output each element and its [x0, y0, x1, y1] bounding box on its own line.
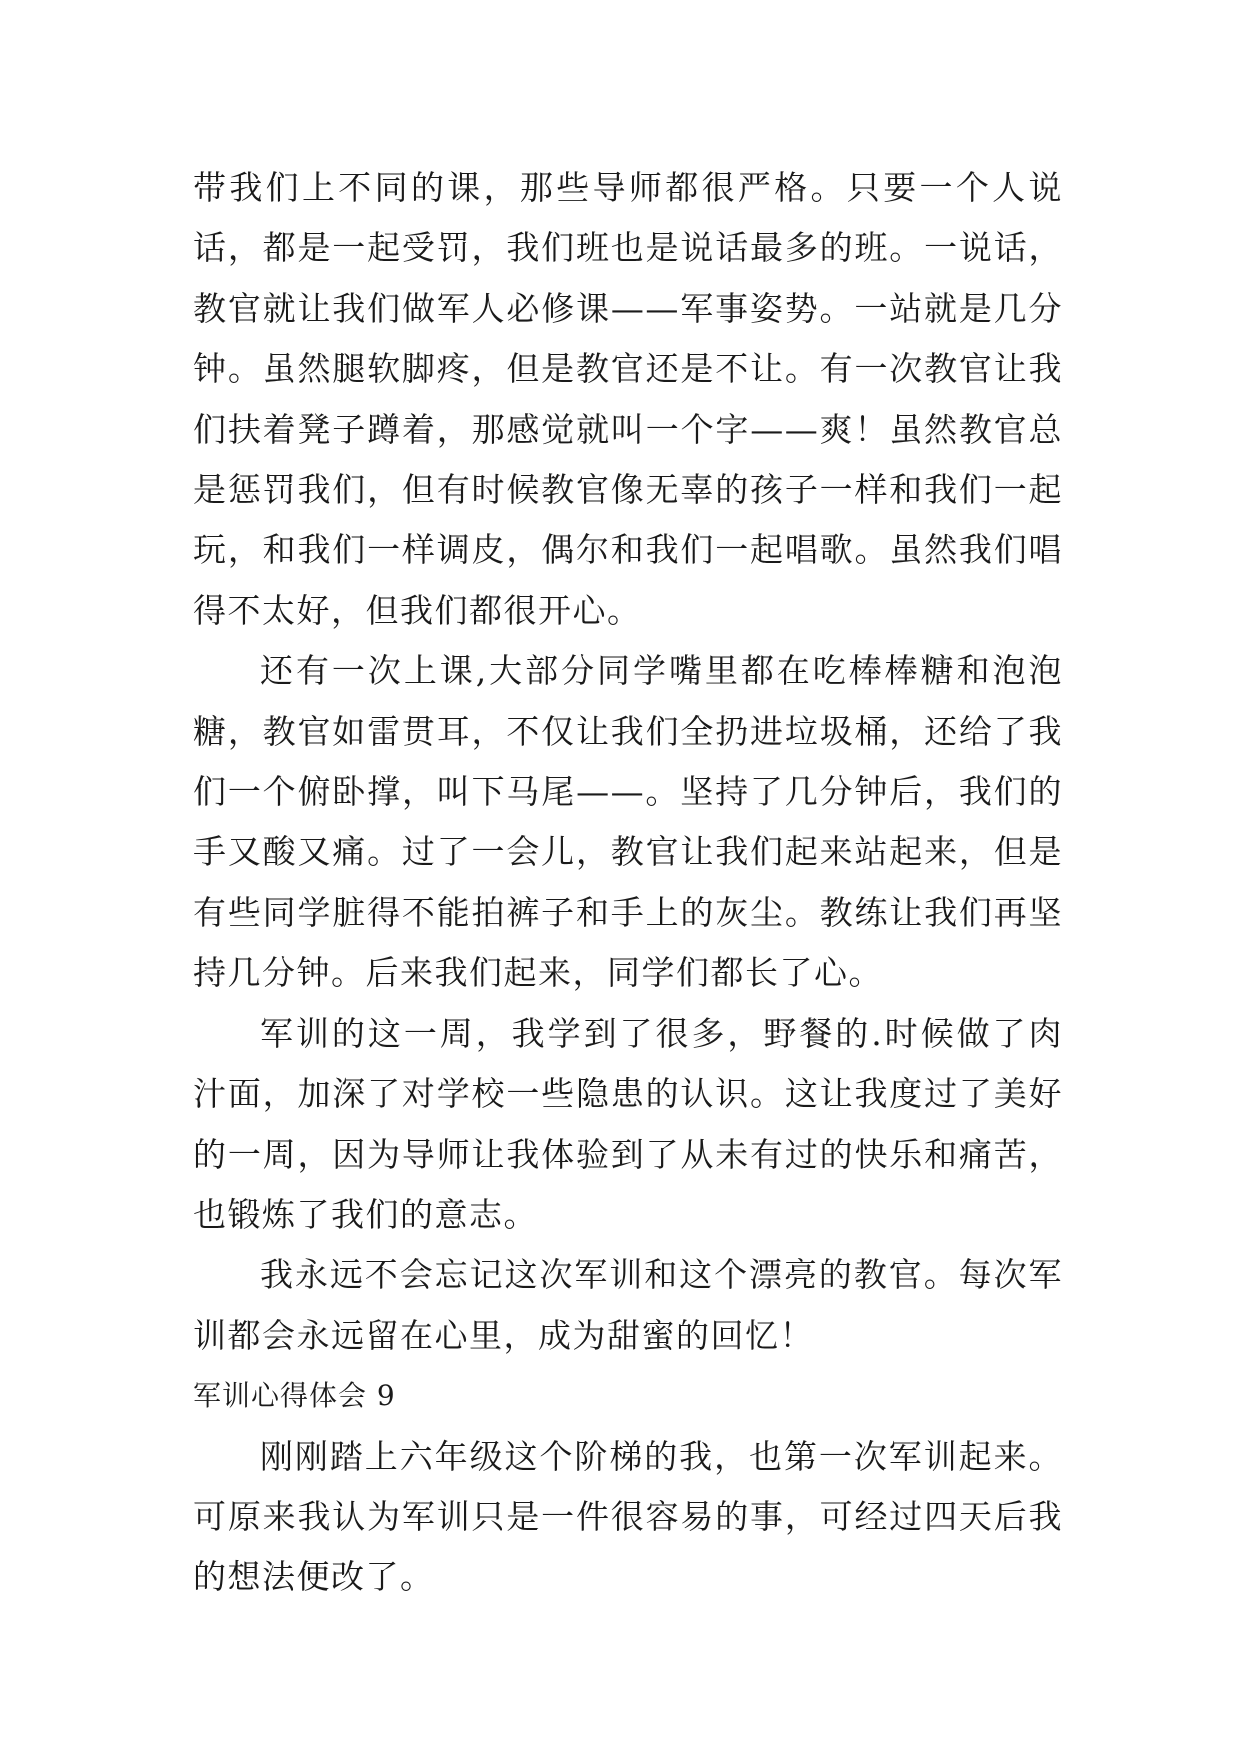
section-heading: 军训心得体会 9 — [193, 1379, 396, 1413]
paragraph-never-forget: 我永远不会忘记这次军训和这个漂亮的教官。每次军训都会永远留在心里，成为甜蜜的回忆！ — [193, 1255, 1063, 1355]
document-body — [193, 158, 1063, 1608]
paragraph-training-instructors: 带我们上不同的课，那些导师都很严格。只要一个人说话，都是一起受罚，我们班也是说话最多的班。一说话，教官就让我们做军人必修课——军事姿势。一站就是几分钟。虽然腿软脚疼，但是教官还是不让。有一次教官让我们扶着凳子蹲着，那感觉就叫一个字——爽！虽然教官总是惩罚我们，但有时候教官像无辜的孩子一样和我们一起玩，和我们一样调皮，偶尔和我们一起唱歌。虽然我们唱得不太好，但我们都很开心。 — [193, 168, 1063, 630]
paragraph-week-reflection: 军训的这一周，我学到了很多，野餐的.时候做了肉汁面，加深了对学校一些隐患的认识。这让我度过了美好的一周，因为导师让我体验到了从未有过的快乐和痛苦，也锻炼了我们的意志。 — [193, 1013, 1063, 1234]
paragraph-sixth-grade: 刚刚踏上六年级这个阶梯的我，也第一次军训起来。可原来我认为军训只是一件很容易的事，可经过四天后我的想法便改了。 — [193, 1436, 1063, 1597]
paragraph-candy-punishment: 还有一次上课,大部分同学嘴里都在吃棒棒糖和泡泡糖，教官如雷贯耳，不仅让我们全扔进垃圾桶，还给了我们一个俯卧撑，叫下马尾——。坚持了几分钟后，我们的手又酸又痛。过了一会儿，教官让我们起来站起来，但是有些同学脏得不能拍裤子和手上的灰尘。教练让我们再坚持几分钟。后来我们起来，同学们都长了心。 — [193, 651, 1063, 993]
